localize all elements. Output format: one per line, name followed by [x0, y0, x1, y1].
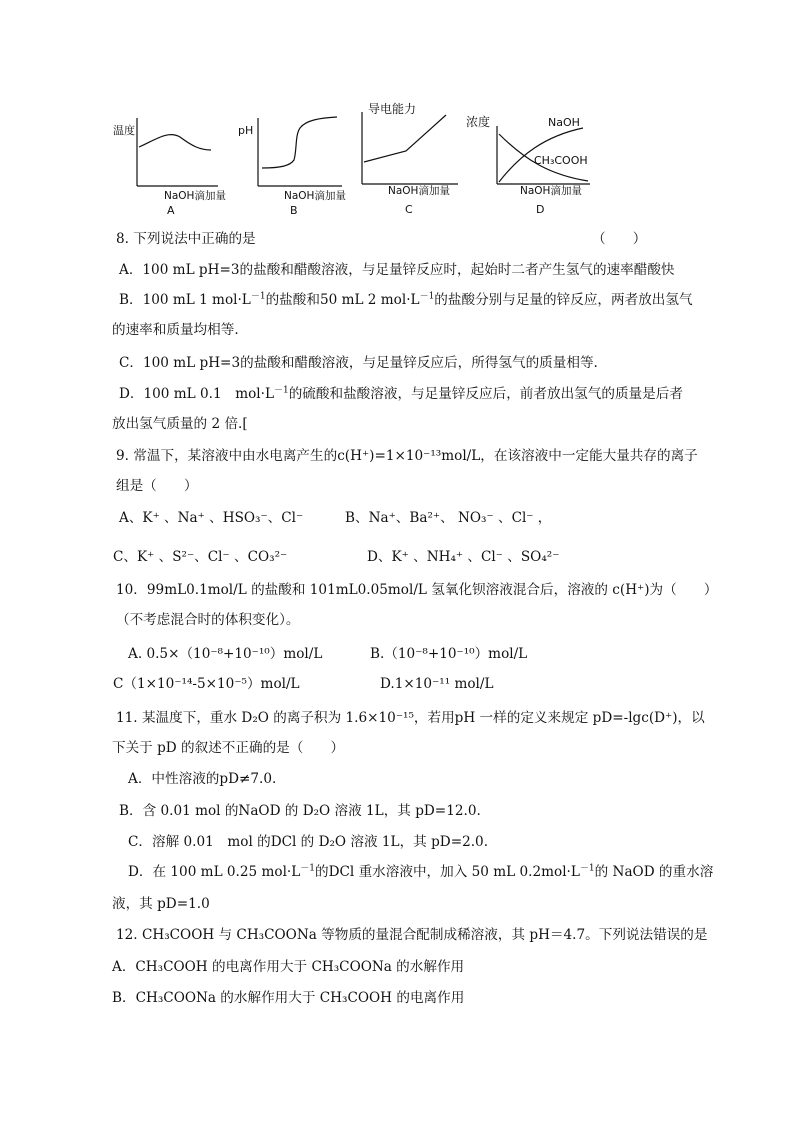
graph-d-curve2: CH₃COOH — [534, 154, 588, 167]
graph-c-xlabel: NaOH滴加量 — [388, 185, 450, 197]
graph-c-letter: C — [405, 203, 413, 216]
q8-option-a: A．100 mL pH=3的盐酸和醋酸溶液，与足量锌反应时，起始时二者产生氢气的速率醋酸快 — [119, 262, 675, 278]
q9-stem-line1: 9. 常温下，某溶液中由水电离产生的c(H⁺)=1×10⁻¹³mol/L，在该溶液中一定能大量共存的离子 — [116, 448, 698, 464]
q8-b-part3: 的盐酸分别与足量的锌反应，两者放出氢气 — [434, 292, 693, 308]
q10-option-a: A. 0.5×（10⁻⁸+10⁻¹⁰）mol/L — [128, 646, 323, 662]
q8-d-part1: D．100 mL 0.1 mol·L — [119, 386, 274, 402]
q8-stem — [116, 229, 256, 249]
q9-option-d: D、K⁺ 、NH₄⁺ 、Cl⁻ 、SO₄²⁻ — [367, 549, 560, 565]
graph-a-xlabel: NaOH滴加量 — [164, 190, 226, 202]
q10-option-c: C（1×10⁻¹⁴-5×10⁻⁵）mol/L — [113, 676, 300, 692]
q11-option-d-line1 — [128, 862, 713, 882]
graph-b-xlabel: NaOH滴加量 — [284, 190, 346, 202]
sup-minus-one: －1 — [250, 291, 266, 302]
q11-stem-line2: 下关于 pD 的叙述不正确的是（ ） — [112, 740, 345, 756]
graph-b-letter: B — [290, 204, 298, 217]
graph-d-letter: D — [536, 203, 545, 216]
q8-option-d-line2: 放出氢气质量的 2 倍.[ — [112, 416, 248, 432]
q9-option-b: B、Na⁺、Ba²⁺、 NO₃⁻ 、Cl⁻ ， — [345, 510, 552, 526]
q10-option-d: D.1×10⁻¹¹ mol/L — [380, 676, 494, 692]
graph-b-ylabel: pH — [238, 124, 254, 137]
sup-minus-one: －1 — [419, 291, 435, 302]
q8-option-b-line1 — [119, 290, 693, 310]
q11-d-part3: 的 NaOD 的重水溶 — [594, 864, 714, 880]
sup-minus-one: －1 — [300, 863, 316, 874]
q10-stem-line2: （不考虑混合时的体积变化）。 — [116, 612, 300, 628]
sup-minus-one: －1 — [579, 863, 595, 874]
graph-b — [238, 117, 346, 217]
graphs-figure — [0, 0, 794, 225]
q8-option-c: C．100 mL pH=3的盐酸和醋酸溶液，与足量锌反应后，所得氢气的质量相等. — [119, 355, 598, 371]
graph-c-ylabel: 导电能力 — [368, 102, 417, 116]
graph-c — [362, 101, 458, 216]
q9-option-a: A、K⁺ 、Na⁺ 、HSO₃⁻、Cl⁻ — [119, 510, 304, 526]
q9-stem-line2: 组是（ ） — [116, 478, 198, 494]
q12-option-b: B．CH₃COONa 的水解作用大于 CH₃COOH 的电离作用 — [112, 990, 465, 1006]
graph-d — [466, 114, 590, 216]
q8-paren: （ ） — [592, 231, 647, 247]
graph-d-ylabel: 浓度 — [466, 115, 491, 129]
q8-option-d-line1 — [119, 384, 683, 404]
q11-d-part2: 的DCl 重水溶液中，加入 50 mL 0.2mol·L — [315, 864, 580, 880]
q9-option-c: C、K⁺ 、S²⁻、Cl⁻ 、CO₃²⁻ — [113, 549, 288, 565]
q11-option-b: B．含 0.01 mol 的NaOD 的 D₂O 溶液 1L，其 pD=12.0. — [119, 803, 481, 819]
q11-d-part1: D．在 100 mL 0.25 mol·L — [128, 864, 301, 880]
q12-option-a: A．CH₃COOH 的电离作用大于 CH₃COONa 的水解作用 — [112, 959, 465, 975]
graph-a-letter: A — [167, 204, 175, 217]
q8-d-part2: 的硫酸和盐酸溶液，与足量锌反应后，前者放出氢气的质量是后者 — [288, 386, 683, 402]
graph-a-ylabel: 温度 — [113, 124, 135, 137]
q11-option-a: A．中性溶液的pD≠7.0. — [128, 771, 277, 787]
q8-stem-text: 8. 下列说法中正确的是 — [116, 231, 256, 247]
q8-b-part2: 的盐酸和50 mL 2 mol·L — [265, 292, 420, 308]
q10-stem-line1: 10．99mL0.1mol/L 的盐酸和 101mL0.05mol/L 氢氧化钡溶液混合后，溶液的 c(H⁺)为（ ） — [116, 582, 718, 598]
q8-option-b-line2: 的速率和质量均相等. — [112, 322, 239, 338]
graph-d-curve1: NaOH — [548, 116, 580, 129]
q10-option-b: B.（10⁻⁸+10⁻¹⁰）mol/L — [370, 646, 528, 662]
sup-minus-one: －1 — [273, 385, 289, 396]
graph-d-xlabel: NaOH滴加量 — [520, 185, 582, 197]
graph-a — [113, 118, 226, 217]
q11-option-d-line2: 液，其 pD=1.0 — [112, 896, 210, 912]
q11-stem-line1: 11. 某温度下，重水 D₂O 的离子积为 1.6×10⁻¹⁵，若用pH 一样的定义来规定 pD=-lgc(D⁺)，以 — [116, 710, 705, 726]
q11-option-c: C．溶解 0.01 mol 的DCl 的 D₂O 溶液 1L，其 pD=2.0. — [128, 834, 489, 850]
q12-stem: 12. CH₃COOH 与 CH₃COONa 等物质的量混合配制成稀溶液，其 pH＝4.7。下列说法错误的是 — [116, 927, 708, 943]
q8-b-part1: B．100 mL 1 mol·L — [119, 292, 251, 308]
